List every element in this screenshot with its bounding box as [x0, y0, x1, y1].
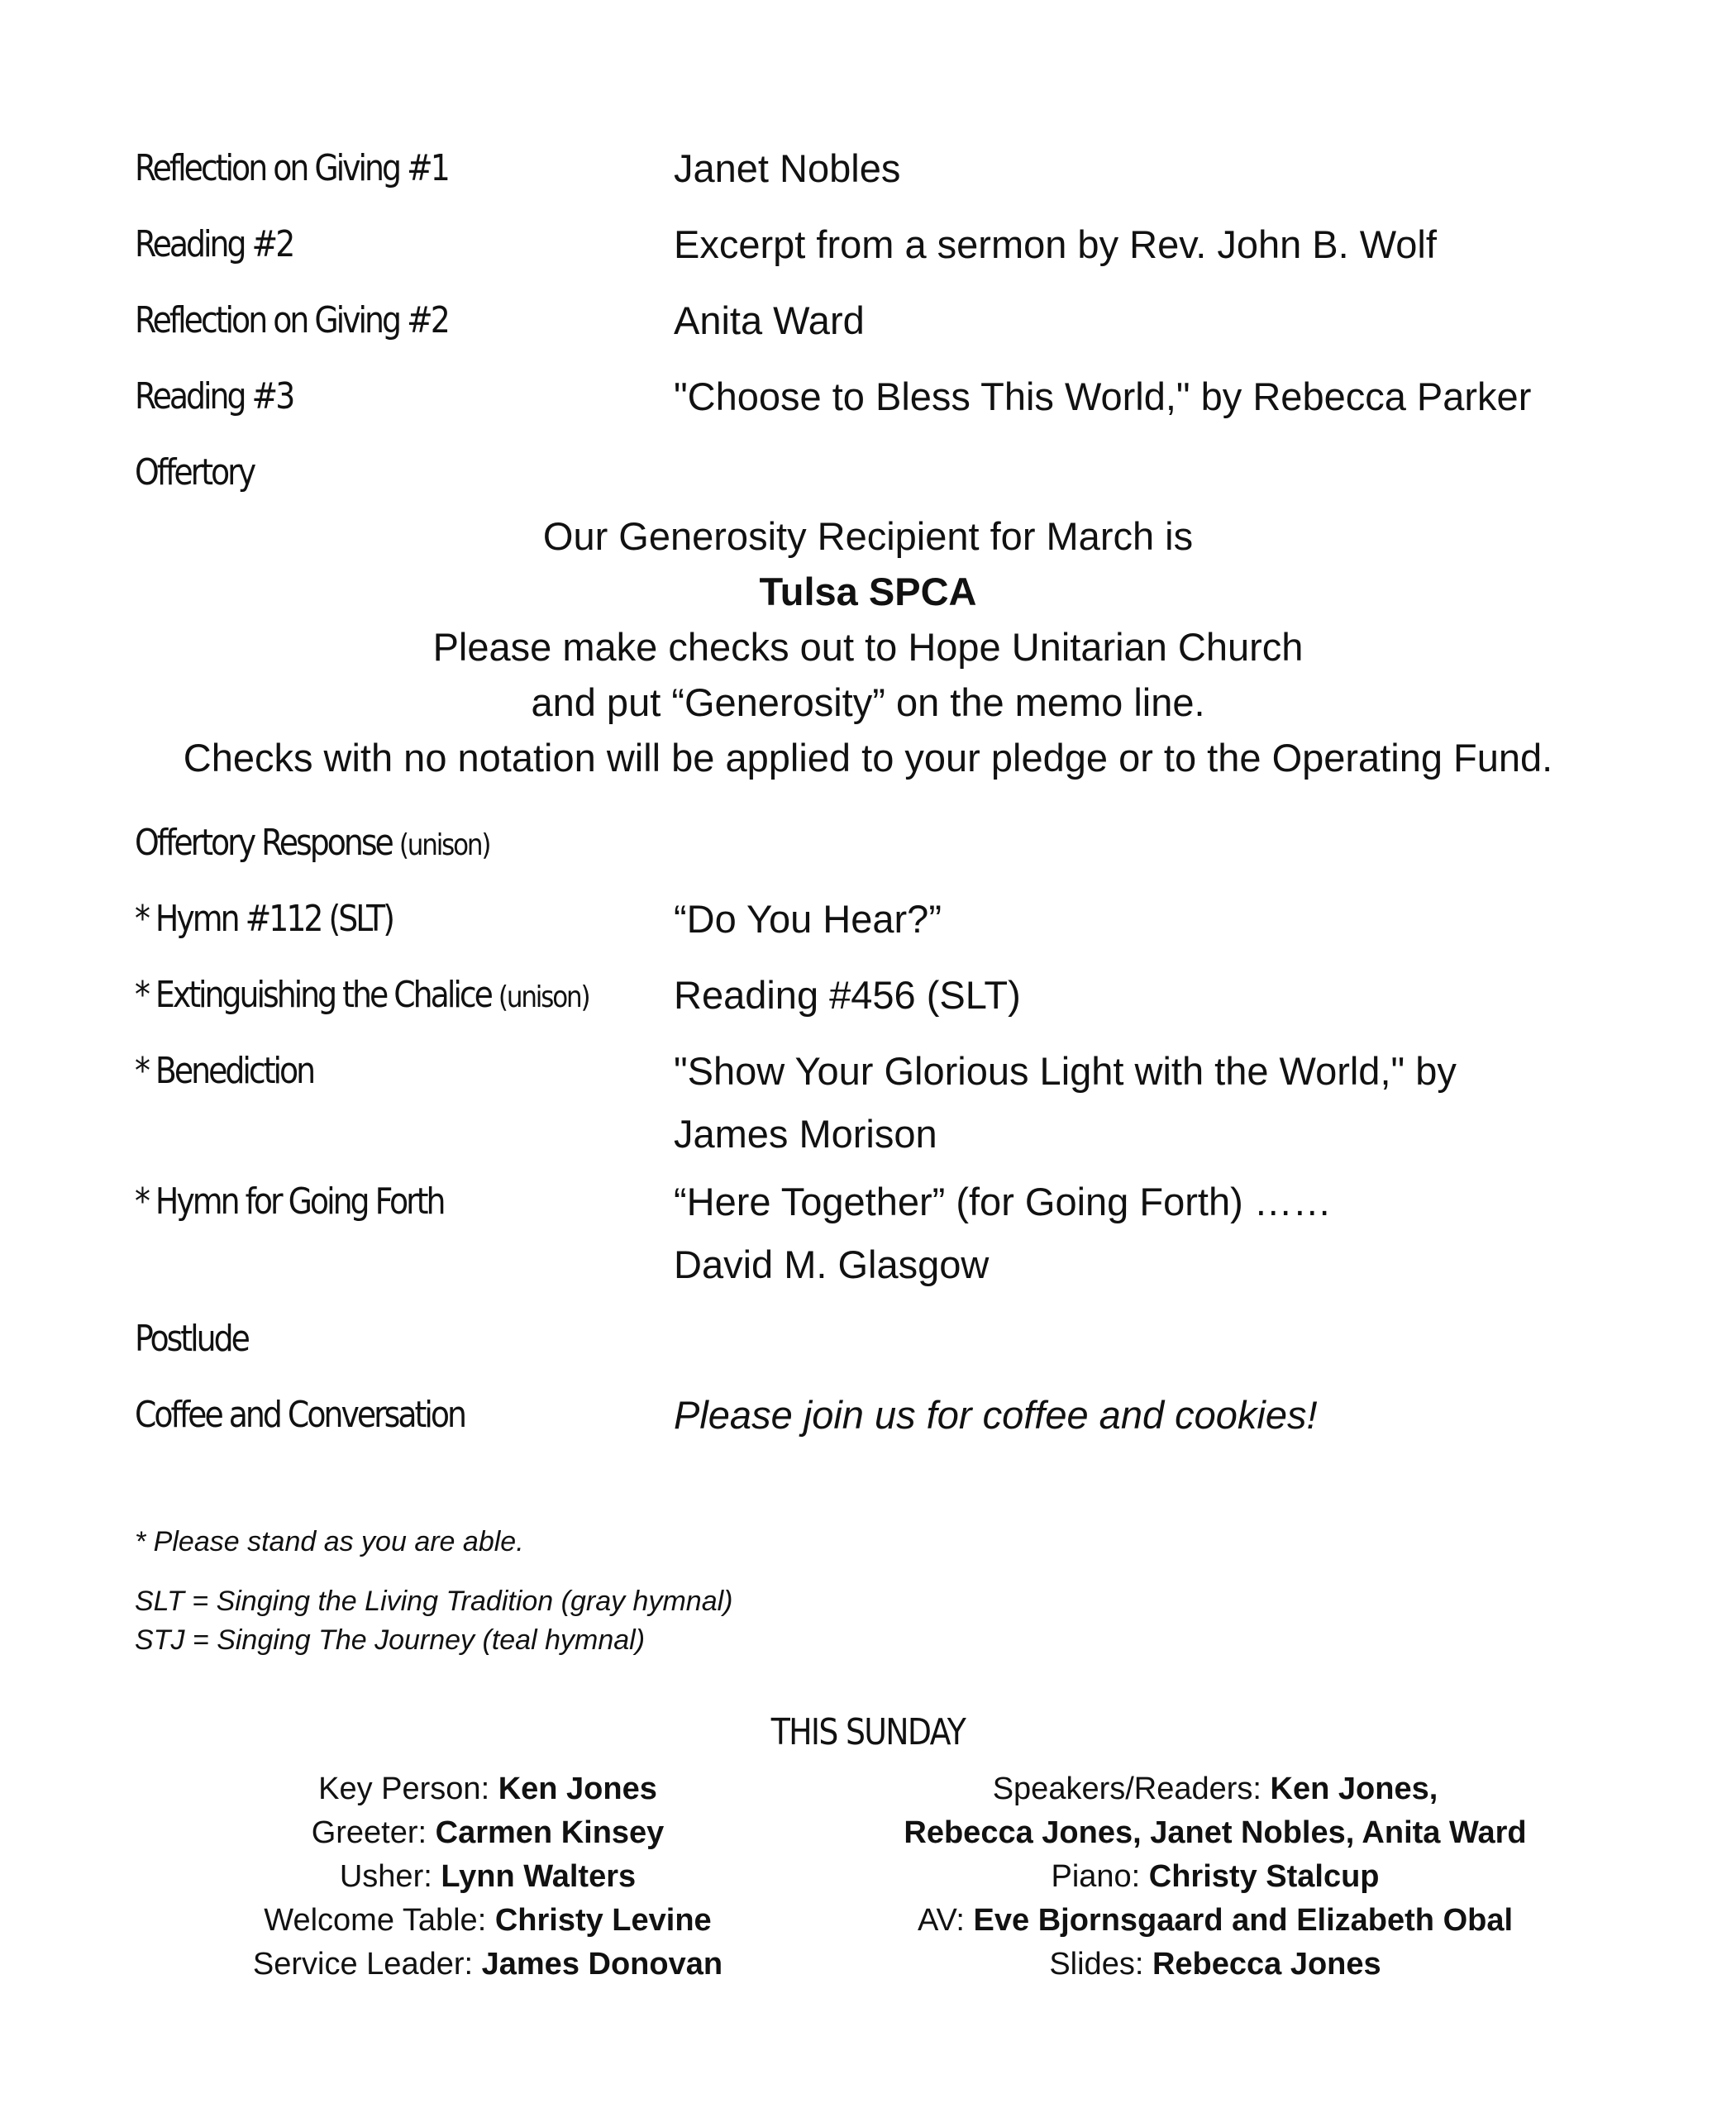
volunteers-right-column: [860, 1767, 1571, 1986]
generosity-recipient: Tulsa SPCA: [759, 570, 977, 613]
program-item-value: [674, 1040, 1457, 1166]
program-row: [135, 448, 1606, 498]
volunteer-entry: [190, 1943, 785, 1986]
extinguishing-label: * Extinguishing the Chalice: [135, 974, 491, 1016]
program-item-label: Reflection on Giving #1: [135, 147, 448, 189]
program-item-value: Reading #456 (SLT): [674, 973, 1021, 1017]
this-sunday-heading: THIS SUNDAY: [770, 1711, 966, 1753]
volunteer-role: Piano:: [1051, 1859, 1149, 1894]
hymn-title: “Here Together” (for Going Forth) ……: [674, 1180, 1332, 1223]
volunteer-entry: [860, 1767, 1571, 1811]
program-item-label: * Benediction: [135, 1050, 314, 1092]
slt-note: SLT = Singing the Living Tradition (gray hymnal): [135, 1586, 733, 1617]
volunteer-name: Lynn Walters: [441, 1859, 637, 1894]
program-item-label: Reading #2: [135, 223, 293, 265]
program-item-label: [135, 818, 599, 870]
program-row: [135, 1314, 1606, 1364]
volunteer-role: Slides:: [1049, 1947, 1152, 1982]
volunteer-role: Service Leader:: [252, 1947, 482, 1982]
volunteer-name: Rebecca Jones, Janet Nobles, Anita Ward: [904, 1815, 1527, 1850]
generosity-line: Please make checks out to Hope Unitarian Church: [432, 625, 1304, 669]
program-item-value: [674, 1171, 1332, 1296]
program-item-label: Reflection on Giving #2: [135, 299, 448, 341]
program-item-value: Anita Ward: [674, 298, 865, 342]
stand-note: * Please stand as you are able.: [135, 1526, 524, 1557]
program-row: [135, 144, 1606, 200]
generosity-line: Our Generosity Recipient for March is: [542, 514, 1194, 558]
program-item-label: [135, 971, 599, 1027]
program-row: [135, 296, 1606, 352]
volunteer-role: Usher:: [339, 1859, 441, 1894]
program-row: [135, 1390, 1606, 1447]
program-row: [135, 1047, 1606, 1166]
volunteer-role: Welcome Table:: [264, 1903, 495, 1938]
hymn-author: David M. Glasgow: [674, 1242, 990, 1286]
program-item-value: "Choose to Bless This World," by Rebecca Parker: [674, 374, 1532, 418]
volunteer-role: Greeter:: [311, 1815, 436, 1850]
volunteer-role: Key Person:: [318, 1772, 498, 1806]
unison-note: (unison): [498, 980, 589, 1014]
program-item-label: Offertory: [135, 451, 255, 494]
program-item-label: Coffee and Conversation: [135, 1394, 465, 1436]
volunteer-entry: [190, 1767, 785, 1811]
benediction-title: "Show Your Glorious Light with the World," by: [674, 1049, 1457, 1093]
program-row: [135, 220, 1606, 276]
volunteer-name: Carmen Kinsey: [435, 1815, 665, 1850]
program-item-value: “Do You Hear?”: [674, 897, 942, 941]
volunteer-entry: [190, 1811, 785, 1855]
program-row: [135, 372, 1606, 428]
volunteer-name: Eve Bjornsgaard and Elizabeth Obal: [973, 1903, 1514, 1938]
volunteer-entry: [860, 1943, 1571, 1986]
offertory-response-label: Offertory Response: [135, 822, 392, 864]
volunteer-name: Ken Jones: [498, 1772, 657, 1806]
volunteer-role: AV:: [917, 1903, 974, 1938]
program-item-value: Janet Nobles: [674, 146, 901, 190]
program-item-label: * Hymn #112 (SLT): [135, 898, 393, 940]
volunteer-name: Christy Levine: [494, 1903, 712, 1938]
program-row: [135, 818, 1606, 870]
volunteer-role: Speakers/Readers:: [992, 1772, 1271, 1806]
volunteer-name: Christy Stalcup: [1148, 1859, 1380, 1894]
program-row: [135, 971, 1606, 1027]
unison-note: (unison): [398, 828, 490, 862]
volunteer-entry: [860, 1855, 1571, 1899]
volunteer-name: Rebecca Jones: [1152, 1947, 1381, 1982]
program-item-value: Excerpt from a sermon by Rev. John B. Wolf: [674, 222, 1437, 266]
volunteer-entry: [860, 1899, 1571, 1943]
program-item-label: Reading #3: [135, 375, 293, 417]
generosity-line: Checks with no notation will be applied to your pledge or to the Operating Fund.: [183, 736, 1553, 780]
volunteer-entry: [190, 1899, 785, 1943]
program-item-label: Postlude: [135, 1318, 248, 1360]
stj-note: STJ = Singing The Journey (teal hymnal): [135, 1624, 646, 1656]
program-item-label: * Hymn for Going Forth: [135, 1180, 444, 1223]
volunteer-name: Ken Jones,: [1270, 1772, 1438, 1806]
program-row: [135, 894, 1606, 951]
program-row: [135, 1177, 1606, 1296]
generosity-line: and put “Generosity” on the memo line.: [531, 680, 1205, 724]
program-item-value: Please join us for coffee and cookies!: [674, 1393, 1318, 1437]
volunteer-name: James Donovan: [481, 1947, 723, 1982]
volunteers-left-column: [190, 1767, 785, 1986]
volunteer-entry: [190, 1855, 785, 1899]
benediction-author: James Morison: [674, 1112, 937, 1156]
generosity-announcement: [0, 508, 1736, 785]
